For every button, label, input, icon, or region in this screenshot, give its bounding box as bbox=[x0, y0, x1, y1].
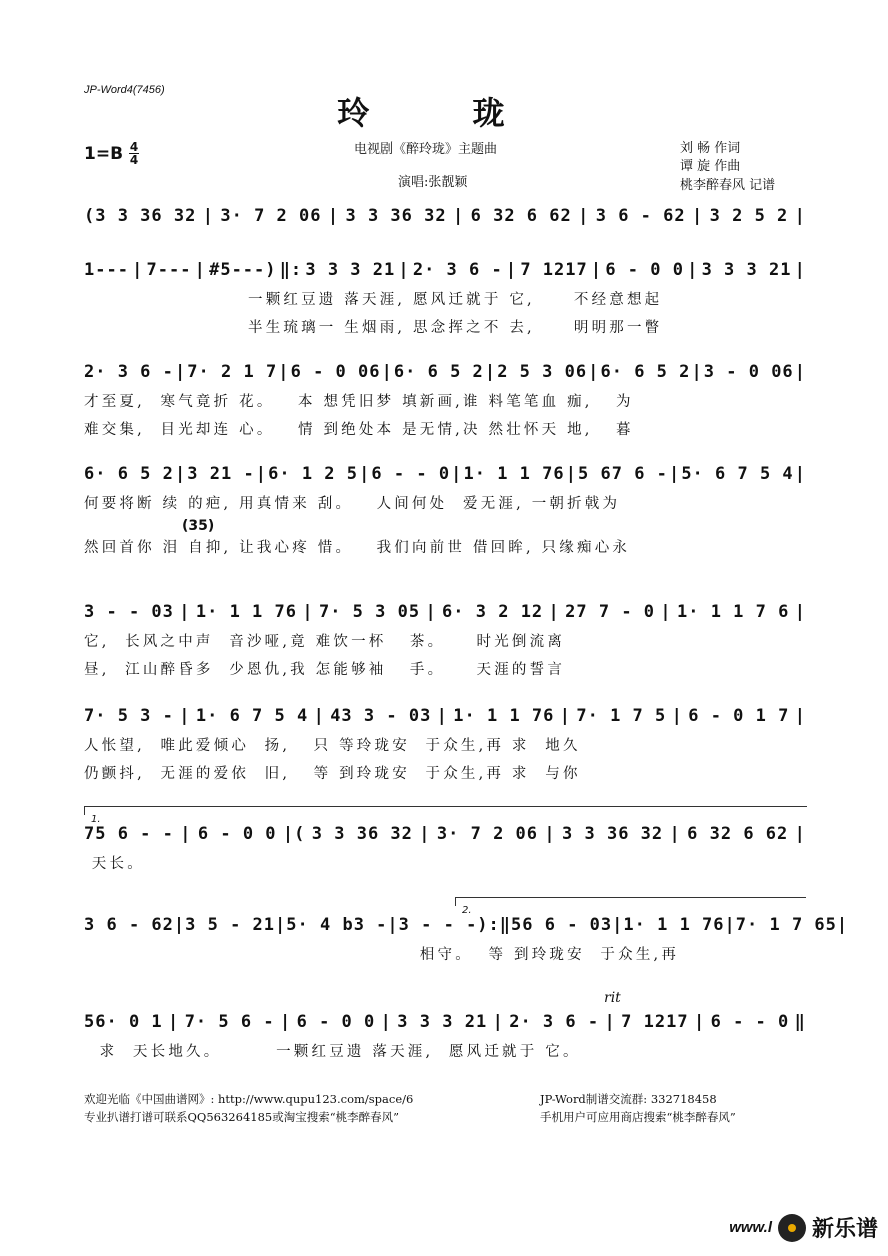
footer-left-1: 欢迎光临《中国曲谱网》: http://www.qupu123.com/space/6 bbox=[84, 1092, 414, 1106]
lyric-line: 难交集, 目光却连 心。 情 到绝处本 是无情,决 然壮怀天 地, 暮 bbox=[84, 422, 634, 438]
barline: | bbox=[794, 464, 806, 484]
barline: |( bbox=[282, 824, 306, 844]
barline: | bbox=[604, 1012, 616, 1032]
key-text: 1=B bbox=[84, 143, 124, 164]
barline: | bbox=[492, 1012, 504, 1032]
barline: | bbox=[425, 602, 437, 622]
barline: | bbox=[279, 1012, 292, 1032]
measure: 7 1217 bbox=[520, 260, 588, 280]
barline: | bbox=[794, 260, 806, 280]
lyric-line: 何要将断 续 的疤, 用真情来 刮。 人间何处 爱无涯, 一朝折戟为 bbox=[84, 496, 621, 512]
lyric-line: 它, 长风之中声 音沙哑,竟 难饮一杯 茶。 时光倒流离 bbox=[84, 634, 566, 650]
measure: 5 67 6 - bbox=[578, 464, 668, 484]
measure: 6 - 0 0 bbox=[296, 1012, 376, 1032]
measure: 6· 3 2 12 bbox=[442, 602, 544, 622]
measure: 6 - - 0 bbox=[710, 1012, 790, 1032]
measure: 3 21 - bbox=[187, 464, 255, 484]
barline: | bbox=[174, 464, 187, 484]
notation-row bbox=[84, 206, 806, 226]
measure: 6· 1 2 5 bbox=[268, 464, 359, 484]
barline: | bbox=[484, 362, 497, 382]
measure: #5---) bbox=[209, 260, 277, 280]
measure: (3 3 36 32 bbox=[84, 206, 197, 226]
measure: 3 - - 03 bbox=[84, 602, 174, 622]
singer: 演唱:张靓颖 bbox=[398, 175, 468, 190]
barline: | bbox=[179, 706, 191, 726]
measure: 56 6 - 03 bbox=[511, 915, 613, 935]
barline: | bbox=[671, 706, 683, 726]
measure: 3 3 3 21 bbox=[701, 260, 792, 280]
barline: | bbox=[687, 260, 699, 280]
barline: | bbox=[179, 602, 191, 622]
measure: 3 3 36 32 bbox=[311, 824, 413, 844]
barline: | bbox=[724, 915, 736, 935]
lyric-line: 天长。 bbox=[84, 856, 145, 872]
barline: | bbox=[202, 206, 214, 226]
measure: 1--- bbox=[84, 260, 129, 280]
barline: :‖ bbox=[488, 915, 512, 935]
measure: 7· 2 1 7 bbox=[187, 362, 278, 382]
lyric-line: 相守。 等 到玲珑安 于众生,再 bbox=[84, 947, 680, 963]
barline: | bbox=[452, 206, 465, 226]
measure: 7 1217 bbox=[621, 1012, 689, 1032]
measure: 5· 6 7 5 4 bbox=[681, 464, 794, 484]
notation-row bbox=[84, 1012, 806, 1032]
measure: 3 6 - 62 bbox=[595, 206, 686, 226]
measure: 1· 1 1 76 bbox=[463, 464, 565, 484]
measure: 6 32 6 62 bbox=[687, 824, 789, 844]
time-signature bbox=[129, 141, 139, 166]
logo-brand: 新乐谱 bbox=[811, 1217, 878, 1242]
footer-left-2: 专业扒谱打谱可联系QQ563264185或淘宝搜索“桃李醉春风” bbox=[84, 1110, 399, 1124]
time-bottom: 4 bbox=[129, 153, 139, 167]
lyric-line: 一颗红豆遗 落天涯, 愿风迁就于 它, 不经意想起 bbox=[84, 292, 663, 308]
composer: 谭 旋 作曲 bbox=[680, 159, 741, 174]
barline: | bbox=[132, 260, 144, 280]
barline: | bbox=[588, 362, 600, 382]
barline: | bbox=[544, 824, 556, 844]
barline: | bbox=[612, 915, 624, 935]
measure: 75 6 - - bbox=[84, 824, 174, 844]
measure: 7· 1 7 5 bbox=[576, 706, 667, 726]
measure: 3 - 0 06 bbox=[703, 362, 794, 382]
measure: 6 32 6 62 bbox=[470, 206, 572, 226]
barline: | bbox=[692, 206, 704, 226]
lyric-line: 仍颤抖, 无涯的爱依 旧, 等 到玲珑安 于众生,再 求 与你 bbox=[84, 766, 581, 782]
measure: 6 - 0 1 7 bbox=[688, 706, 790, 726]
barline: | bbox=[168, 1012, 180, 1032]
barline: | bbox=[255, 464, 268, 484]
measure: 1· 1 1 76 bbox=[453, 706, 555, 726]
barline: | bbox=[794, 206, 806, 226]
notation-row bbox=[84, 824, 806, 844]
measure: 3 6 - 62 bbox=[84, 915, 174, 935]
barline: | bbox=[578, 206, 590, 226]
measure: 7· 1 7 65 bbox=[735, 915, 837, 935]
notation-row bbox=[84, 915, 849, 935]
transcriber: 桃李醉春风 记谱 bbox=[680, 178, 776, 193]
barline: | bbox=[660, 602, 672, 622]
measure: 7· 5 3 - bbox=[84, 706, 174, 726]
barline: | bbox=[275, 915, 287, 935]
measure: 7· 5 3 05 bbox=[318, 602, 421, 622]
measure: 7--- bbox=[146, 260, 192, 280]
barline: | bbox=[387, 915, 399, 935]
measure: 6 - 0 0 bbox=[197, 824, 277, 844]
notation-row bbox=[84, 260, 806, 280]
measure: 3 3 36 32 bbox=[345, 206, 447, 226]
barline: | bbox=[836, 915, 849, 935]
measure: 2· 3 6 - bbox=[84, 362, 174, 382]
barline: | bbox=[419, 824, 431, 844]
barline: | bbox=[693, 1012, 706, 1032]
barline: | bbox=[302, 602, 314, 622]
barline: | bbox=[380, 1012, 392, 1032]
barline: | bbox=[548, 602, 560, 622]
barline: | bbox=[794, 602, 806, 622]
measure: 2· 3 6 - bbox=[412, 260, 503, 280]
measure: 6· 6 5 2 bbox=[84, 464, 174, 484]
barline: | bbox=[451, 464, 463, 484]
barline: | bbox=[180, 824, 192, 844]
subtitle: 电视剧《醉玲珑》主题曲 bbox=[354, 142, 498, 157]
barline: ‖ bbox=[794, 1012, 806, 1032]
measure: 5· 4 b3 - bbox=[286, 915, 388, 935]
lyric-line: 人怅望, 唯此爱倾心 扬, 只 等玲珑安 于众生,再 求 地久 bbox=[84, 738, 581, 754]
notation-row bbox=[84, 602, 806, 622]
barline: | bbox=[436, 706, 448, 726]
barline: | bbox=[278, 362, 290, 382]
barline: | bbox=[173, 915, 186, 935]
barline: | bbox=[381, 362, 393, 382]
barline: | bbox=[691, 362, 703, 382]
measure: 6· 6 5 2 bbox=[600, 362, 691, 382]
measure: 3 3 3 21 bbox=[397, 1012, 488, 1032]
barline: | bbox=[794, 824, 806, 844]
alt-note-annotation: (35) bbox=[182, 518, 215, 534]
measure: 6· 6 5 2 bbox=[393, 362, 484, 382]
notation-row bbox=[84, 706, 806, 726]
barline: | bbox=[794, 706, 806, 726]
measure: 2· 3 6 - bbox=[509, 1012, 600, 1032]
time-top: 4 bbox=[129, 140, 139, 154]
volta-label: 1. bbox=[91, 814, 101, 825]
barline: | bbox=[669, 824, 681, 844]
measure: 1· 1 1 76 bbox=[195, 602, 297, 622]
barline: ‖: bbox=[279, 260, 303, 280]
volta-bracket bbox=[455, 897, 806, 916]
barline: | bbox=[505, 260, 518, 280]
lyric-line: 然回首你 泪 自抑, 让我心疼 惜。 我们向前世 借回眸, 只缘痴心永 bbox=[84, 540, 631, 556]
logo-url: www.l bbox=[729, 1219, 772, 1236]
edition-label: JP-Word4(7456) bbox=[84, 84, 165, 96]
volta-bracket bbox=[84, 806, 807, 825]
measure: 3· 7 2 06 bbox=[220, 206, 322, 226]
measure: 43 3 - 03 bbox=[330, 706, 432, 726]
measure: 1· 6 7 5 4 bbox=[195, 706, 309, 726]
footer-right-2: 手机用户可应用商店搜索“桃李醉春风” bbox=[540, 1110, 736, 1124]
measure: 27 7 - 0 bbox=[565, 602, 656, 622]
lyricist: 刘 畅 作词 bbox=[680, 141, 741, 156]
measure: 3 - - -) bbox=[398, 915, 489, 935]
measure: 1· 1 1 7 6 bbox=[677, 602, 790, 622]
measure: 6 - - 0 bbox=[371, 464, 451, 484]
barline: | bbox=[398, 260, 410, 280]
tempo-mark: rit bbox=[604, 990, 621, 1006]
volta-label: 2. bbox=[462, 905, 472, 916]
barline: | bbox=[565, 464, 577, 484]
lyric-line: 昼, 江山醉昏多 少恩仇,我 怎能够袖 手。 天涯的誓言 bbox=[84, 662, 566, 678]
lyric-line: 才至夏, 寒气竟折 花。 本 想凭旧梦 填新画,谁 料笔笔血 痂, 为 bbox=[84, 394, 634, 410]
measure: 2 5 3 06 bbox=[497, 362, 588, 382]
measure: 3 5 - 21 bbox=[185, 915, 276, 935]
lyric-line: 求 天长地久。 一颗红豆遗 落天涯, 愿风迁就于 它。 bbox=[84, 1044, 581, 1060]
notation-row bbox=[84, 464, 806, 484]
barline: | bbox=[794, 362, 806, 382]
key-signature bbox=[84, 141, 139, 166]
measure: 3· 7 2 06 bbox=[436, 824, 539, 844]
measure: 3 3 3 21 bbox=[305, 260, 396, 280]
measure: 56· 0 1 bbox=[84, 1012, 163, 1032]
record-disc-icon bbox=[778, 1214, 806, 1242]
lyric-line: 半生琉璃一 生烟雨, 思念挥之不 去, 明明那一瞥 bbox=[84, 320, 663, 336]
barline: | bbox=[590, 260, 603, 280]
measure: 6 - 0 0 bbox=[605, 260, 684, 280]
measure: 1· 1 1 76 bbox=[623, 915, 725, 935]
barline: | bbox=[174, 362, 187, 382]
notation-row bbox=[84, 362, 806, 382]
song-title: 玲 珑 bbox=[337, 94, 551, 132]
barline: | bbox=[327, 206, 340, 226]
footer-right-1: JP-Word制谱交流群: 332718458 bbox=[540, 1092, 717, 1106]
measure: 3 3 36 32 bbox=[562, 824, 664, 844]
barline: | bbox=[668, 464, 681, 484]
measure: 6 - 0 06 bbox=[290, 362, 381, 382]
barline: | bbox=[313, 706, 325, 726]
barline: | bbox=[559, 706, 572, 726]
site-logo bbox=[729, 1212, 878, 1243]
barline: | bbox=[194, 260, 206, 280]
measure: 3 2 5 2 bbox=[709, 206, 789, 226]
measure: 7· 5 6 - bbox=[184, 1012, 275, 1032]
barline: | bbox=[359, 464, 371, 484]
